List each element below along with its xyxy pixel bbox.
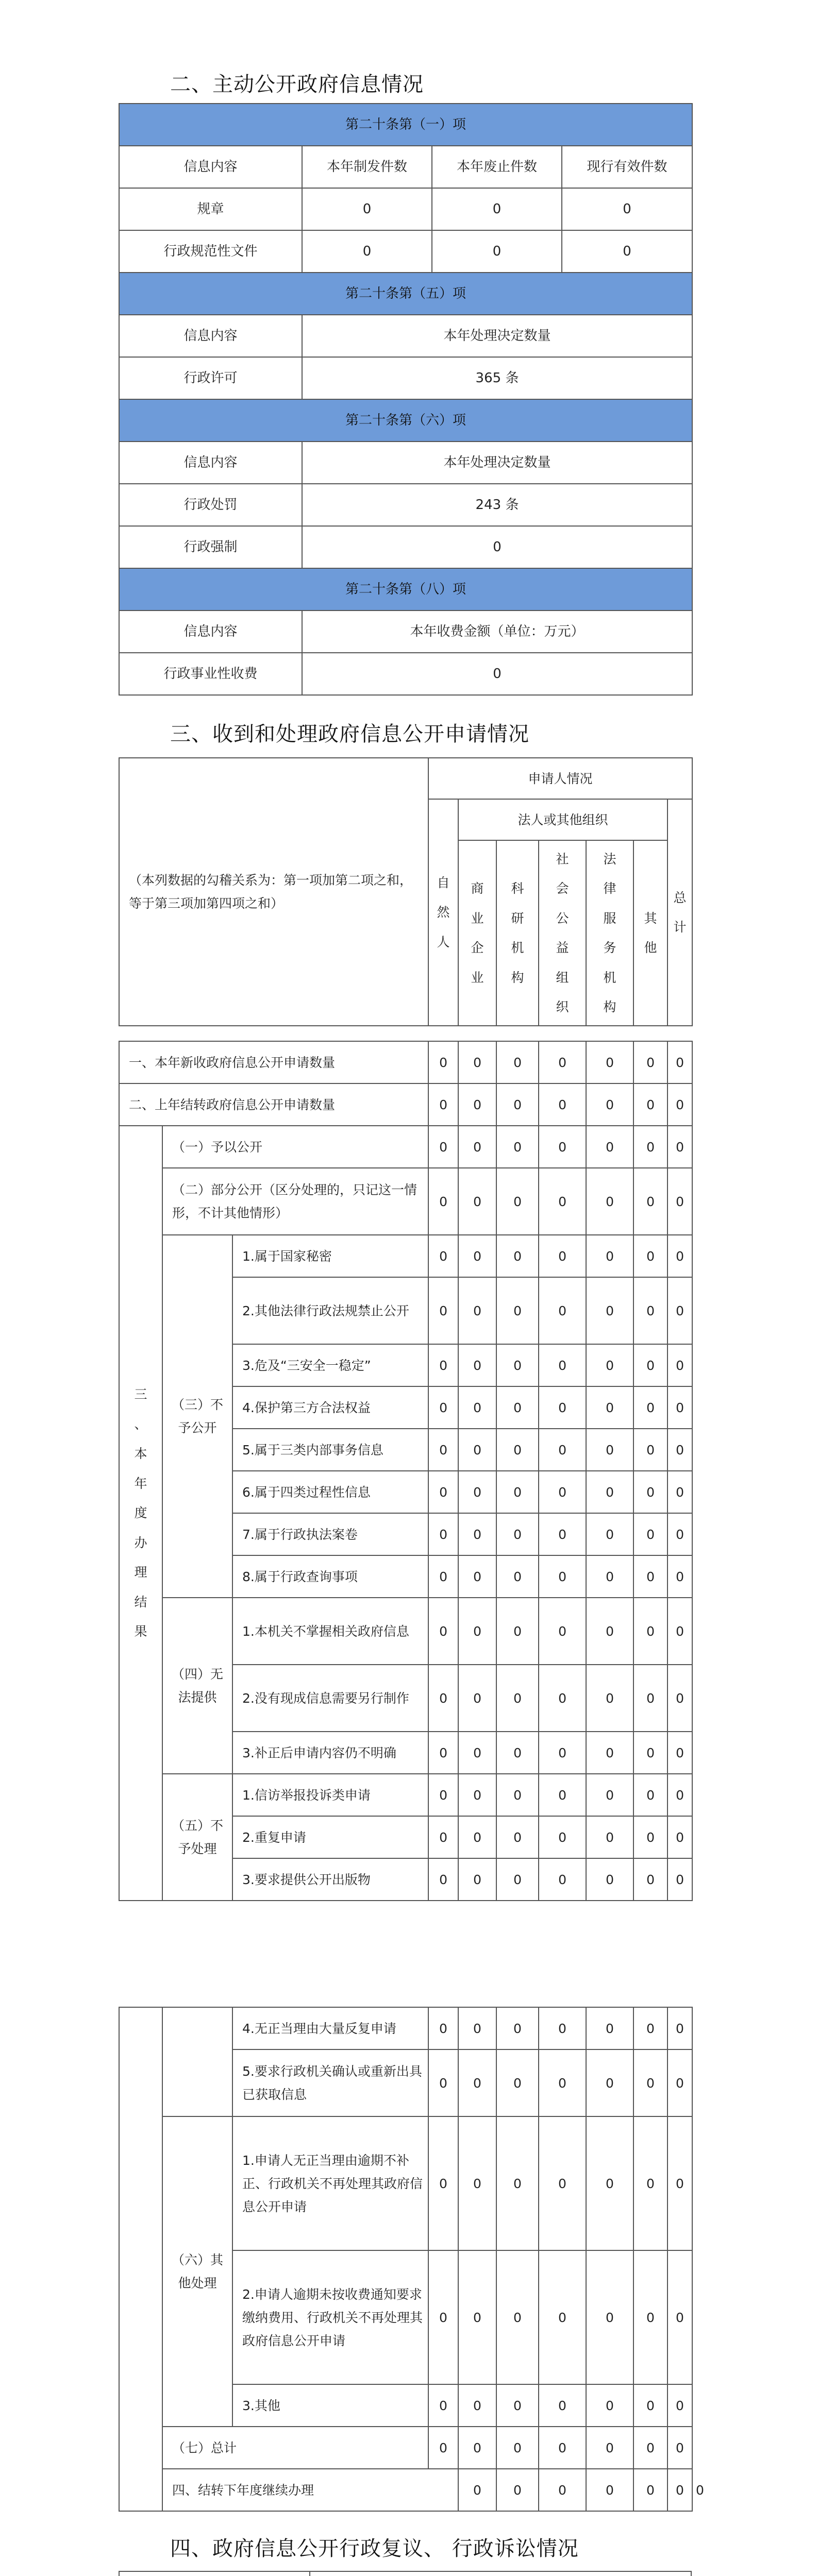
table-row: [119, 2427, 692, 2469]
cell-value: 0: [667, 1126, 692, 1168]
cell-value: 243 条: [302, 484, 692, 526]
cell-value: 0: [633, 2007, 667, 2049]
cell-value: 0: [667, 1858, 692, 1901]
cell-value: 0: [586, 1858, 633, 1901]
cell-value: 0: [539, 1041, 586, 1083]
cell-value: 0: [496, 1344, 539, 1386]
cell-value: 0: [539, 1732, 586, 1774]
table-row: [119, 1598, 692, 1665]
cell-value: 0: [633, 2384, 667, 2427]
cell-value: 0: [496, 1429, 539, 1471]
cell-value: 0: [667, 2469, 692, 2511]
review-litigation-table: [119, 2571, 692, 2576]
col-header: 本年制发件数: [302, 146, 432, 188]
cell-value: 0: [586, 1126, 633, 1168]
table-row: [119, 2571, 691, 2576]
cell-value: 0: [586, 1235, 633, 1277]
group-label-cont: [162, 2007, 232, 2116]
table-row: [119, 1041, 692, 1083]
cell-value: 0: [562, 230, 692, 273]
cell-value: 0: [586, 1041, 633, 1083]
cell-value: 0: [458, 1816, 496, 1858]
cell-value: 0: [539, 2384, 586, 2427]
cell-value: 0: [586, 2427, 633, 2469]
table-row: [119, 526, 692, 568]
cell-value: 0: [496, 2427, 539, 2469]
cell-value: 0: [496, 1471, 539, 1513]
col-header: 法 律 服 务 机 构: [586, 840, 633, 1026]
legal-header: 法人或其他组织: [458, 799, 667, 840]
cell-value: 0: [428, 2007, 458, 2049]
cell-value: 0: [428, 1471, 458, 1513]
cell-value: 0: [539, 1386, 586, 1429]
item-label: 1.属于国家秘密: [232, 1235, 428, 1277]
cell-value: 0: [586, 1598, 633, 1665]
cell-value: 0: [539, 1858, 586, 1901]
cell-value: 0: [428, 1816, 458, 1858]
cell-value: 0: [586, 1277, 633, 1344]
cell-value: 0: [586, 2384, 633, 2427]
table-title: 第二十条第（一）项: [119, 104, 692, 146]
cell-value: 0: [458, 1471, 496, 1513]
row-label: 一、本年新收政府信息公开申请数量: [119, 1041, 428, 1083]
cell-value: 0: [496, 2250, 539, 2384]
cell-value: 0: [496, 1555, 539, 1598]
cell-value: 0: [586, 2049, 633, 2116]
cell-value: 0: [458, 1555, 496, 1598]
item-label: 3.补正后申请内容仍不明确: [232, 1732, 428, 1774]
table-title: 第二十条第（八）项: [119, 568, 692, 611]
row-label: 四、结转下年度继续办理: [162, 2469, 458, 2511]
cell-value: 0: [667, 1816, 692, 1858]
cell-value: 0: [633, 1235, 667, 1277]
cell-value: 0: [633, 1598, 667, 1665]
group-label: （七）总计: [162, 2427, 428, 2469]
cell-value: 0: [458, 1429, 496, 1471]
cell-value: 0: [458, 1041, 496, 1083]
col-header: 总 计: [667, 799, 692, 1026]
cell-value: 0: [458, 1598, 496, 1665]
cell-value: 0: [428, 1555, 458, 1598]
cell-value: 0: [496, 1732, 539, 1774]
item-label: 1.信访举报投诉类申请: [232, 1774, 428, 1816]
row-label: 行政处罚: [119, 484, 302, 526]
cell-value: 0: [428, 1235, 458, 1277]
cell-value: 0: [667, 2116, 692, 2250]
cell-value: 0: [496, 1083, 539, 1126]
result-label-cont: [119, 2007, 162, 2511]
cell-value: 0: [633, 1041, 667, 1083]
table-row: [119, 1235, 692, 1277]
cell-value: 0: [539, 2049, 586, 2116]
item-label: 2.申请人逾期未按收费通知要求缴纳费用、行政机关不再处理其政府信息公开申请: [232, 2250, 428, 2384]
group-label: （六）其他处理: [162, 2116, 232, 2427]
cell-value: 0: [633, 1732, 667, 1774]
cell-value: 0: [496, 1665, 539, 1732]
group-label: （二）部分公开（区分处理的，只记这一情形，不计其他情形）: [162, 1168, 428, 1235]
cell-value: 0: [539, 1513, 586, 1555]
cell-value: 0: [539, 1555, 586, 1598]
row-label: 行政事业性收费: [119, 653, 302, 695]
cell-value: 0: [458, 1126, 496, 1168]
table-row: [119, 484, 692, 526]
col-header: 信息内容: [119, 146, 302, 188]
cell-value: 0: [539, 2427, 586, 2469]
cell-value: 0: [458, 1732, 496, 1774]
cell-value: 0: [428, 1277, 458, 1344]
cell-value: 0: [539, 2469, 586, 2511]
cell-value: 0: [496, 1513, 539, 1555]
cell-value: 0: [428, 1665, 458, 1732]
cell-value: 0: [428, 2427, 458, 2469]
item-label: 5.属于三类内部事务信息: [232, 1429, 428, 1471]
item-label: 3.危及“三安全一稳定”: [232, 1344, 428, 1386]
cell-value: 0: [458, 1277, 496, 1344]
cell-value: 0: [586, 2007, 633, 2049]
cell-value: 0: [539, 2116, 586, 2250]
cell-value: 0: [458, 2049, 496, 2116]
cell-value: 0: [302, 653, 692, 695]
result-label: 三 、 本 年 度 办 理 结 果: [119, 1126, 162, 1901]
cell-value: 0: [586, 2250, 633, 2384]
cell-value: 0: [432, 230, 562, 273]
cell-value: 0: [496, 2116, 539, 2250]
group-label: （四）无法提供: [162, 1598, 232, 1774]
cell-value: 0: [302, 526, 692, 568]
cell-value: 0: [667, 1429, 692, 1471]
cell-value: 0: [496, 1168, 539, 1235]
cell-value: 0: [633, 2250, 667, 2384]
cell-value: 0: [667, 1732, 692, 1774]
cell-value: 0: [633, 2116, 667, 2250]
cell-value: 0: [428, 2049, 458, 2116]
cell-value: 0: [667, 1774, 692, 1816]
group-label: （三）不予公开: [162, 1235, 232, 1598]
item-label: 6.属于四类过程性信息: [232, 1471, 428, 1513]
table-row: [119, 2116, 692, 2250]
row-label: 行政许可: [119, 357, 302, 399]
spacer: [119, 1026, 692, 1041]
table-row: [119, 1026, 692, 1041]
cell-value: 0: [539, 1168, 586, 1235]
item-label: 4.保护第三方合法权益: [232, 1386, 428, 1429]
cell-value: 0: [667, 2427, 692, 2469]
table-row: [119, 357, 692, 399]
cell-value: 0: [496, 1235, 539, 1277]
item-label: 4.无正当理由大量反复申请: [232, 2007, 428, 2049]
cell-value: 0: [633, 1471, 667, 1513]
cell-value: 0: [667, 2049, 692, 2116]
cell-value: 0: [458, 1386, 496, 1429]
row-label: 行政规范性文件: [119, 230, 302, 273]
cell-value: 0: [633, 1858, 667, 1901]
cell-value: 0: [539, 2250, 586, 2384]
cell-value: 0: [586, 1168, 633, 1235]
cell-value: 0: [633, 1277, 667, 1344]
item-label: 3.其他: [232, 2384, 428, 2427]
cell-value: 0: [667, 2384, 692, 2427]
cell-value: 0: [586, 1774, 633, 1816]
cell-value: 0: [428, 2116, 458, 2250]
col-header: 信息内容: [119, 611, 302, 653]
cell-value: 0: [496, 1774, 539, 1816]
cell-value: 0: [539, 1665, 586, 1732]
cell-value: 0: [586, 2469, 633, 2511]
cell-value: 0: [428, 1344, 458, 1386]
cell-value: 0: [428, 1774, 458, 1816]
cell-value: 0: [458, 2007, 496, 2049]
cell-value: 0: [539, 1774, 586, 1816]
cell-value: 0: [458, 1858, 496, 1901]
table-row: [119, 653, 692, 695]
cell-value: 0: [496, 1386, 539, 1429]
cell-value: 0: [539, 1598, 586, 1665]
cell-value: 0: [667, 1344, 692, 1386]
col-header: 本年处理决定数量: [302, 315, 692, 357]
cell-value: 0: [496, 1816, 539, 1858]
cell-value: 0: [428, 1598, 458, 1665]
item-label: 1.申请人无正当理由逾期不补正、行政机关不再处理其政府信息公开申请: [232, 2116, 428, 2250]
cell-value: 0: [539, 1344, 586, 1386]
cell-value: 0: [667, 1598, 692, 1665]
col-header: 自 然 人: [428, 799, 458, 1026]
group-label: （五）不予处理: [162, 1774, 232, 1901]
table-row: [119, 188, 692, 230]
item-label: 7.属于行政执法案卷: [232, 1513, 428, 1555]
cell-value: 0: [458, 2116, 496, 2250]
cell-value: 0: [633, 1513, 667, 1555]
cell-value: 0: [428, 1386, 458, 1429]
reconsider-header: [119, 2571, 310, 2576]
cell-value: 0: [428, 1513, 458, 1555]
cell-value: 0: [458, 1665, 496, 1732]
cell-value: 0: [633, 1386, 667, 1429]
item-label: 2.重复申请: [232, 1816, 428, 1858]
col-header: 信息内容: [119, 442, 302, 484]
cell-value: 0: [633, 1083, 667, 1126]
cell-value: 0: [458, 1083, 496, 1126]
table-row: [119, 1126, 692, 1168]
cell-value: 0: [302, 230, 432, 273]
cell-value: 0: [667, 1083, 692, 1126]
application-table: [119, 757, 693, 1901]
cell-value: 0: [458, 1513, 496, 1555]
cell-value: 0: [539, 1471, 586, 1513]
section4-heading: 四、政府信息公开行政复议、 行政诉讼情况: [170, 2537, 579, 2561]
cell-value: 0: [496, 2049, 539, 2116]
item-label: 5.要求行政机关确认或重新出具已获取信息: [232, 2049, 428, 2116]
cell-value: 0: [539, 1816, 586, 1858]
cell-value: 0: [496, 2007, 539, 2049]
col-header: 本年收费金额（单位：万元）: [302, 611, 692, 653]
cell-value: 0: [586, 1429, 633, 1471]
cell-value: 0: [496, 1858, 539, 1901]
item-label: 1.本机关不掌握相关政府信息: [232, 1598, 428, 1665]
cell-value: 0: [667, 1555, 692, 1598]
row-label: 二、上年结转政府信息公开申请数量: [119, 1083, 428, 1126]
item-label: 3.要求提供公开出版物: [232, 1858, 428, 1901]
cell-value: 0: [496, 1598, 539, 1665]
proactive-disclosure-table: [119, 103, 693, 696]
cell-value: 0: [586, 1386, 633, 1429]
cell-value: 0: [458, 2384, 496, 2427]
cell-value: 0: [496, 2384, 539, 2427]
cell-value: 0: [633, 1555, 667, 1598]
cell-value: 0: [458, 1774, 496, 1816]
cell-value: 0: [633, 2049, 667, 2116]
cell-value: 0: [428, 2250, 458, 2384]
cell-value: 0: [496, 1126, 539, 1168]
row-label: 规章: [119, 188, 302, 230]
applicant-header: 申请人情况: [428, 758, 692, 799]
col-header: 科 研 机 构: [496, 840, 539, 1026]
row-label: 行政强制: [119, 526, 302, 568]
cell-value: 0: [458, 2427, 496, 2469]
cell-value: 0: [667, 1277, 692, 1344]
cell-value: 0: [586, 2116, 633, 2250]
item-label: 2.没有现成信息需要另行制作: [232, 1665, 428, 1732]
cell-value: 0: [458, 1344, 496, 1386]
table-row: [119, 2007, 692, 2049]
cell-value: 0: [633, 2427, 667, 2469]
item-label: 8.属于行政查询事项: [232, 1555, 428, 1598]
cell-value: 0: [667, 2007, 692, 2049]
cell-value: 0: [432, 188, 562, 230]
cell-value: 0: [539, 1083, 586, 1126]
cell-value: 0: [458, 1235, 496, 1277]
cell-value: 0: [496, 1041, 539, 1083]
cell-value: 0: [633, 1344, 667, 1386]
cell-value: 0: [539, 1126, 586, 1168]
cell-value: 0: [667, 1041, 692, 1083]
cell-value: 0: [633, 1816, 667, 1858]
cell-value: 0: [633, 1774, 667, 1816]
cell-value: 0: [428, 1083, 458, 1126]
cell-value: 0: [586, 1732, 633, 1774]
cell-value: 365 条: [302, 357, 692, 399]
cell-value: 0: [667, 1471, 692, 1513]
cell-value: 0: [633, 1126, 667, 1168]
cell-value: 0: [562, 188, 692, 230]
application-table-continued: [119, 2007, 704, 2512]
col-header: 其 他: [633, 840, 667, 1026]
cell-value: 0: [667, 1235, 692, 1277]
col-header: 现行有效件数: [562, 146, 692, 188]
table-title: 第二十条第（五）项: [119, 273, 692, 315]
cell-value: 0: [586, 1471, 633, 1513]
col-header: 本年废止件数: [432, 146, 562, 188]
cell-value: 0: [458, 2469, 496, 2511]
cell-value: 0: [586, 1665, 633, 1732]
cell-value: 0: [539, 1429, 586, 1471]
col-header: 本年处理决定数量: [302, 442, 692, 484]
cell-value: 0: [458, 1168, 496, 1235]
cell-value: 0: [539, 1277, 586, 1344]
cell-value: 0: [428, 1041, 458, 1083]
cell-value: 0: [633, 2469, 667, 2511]
cell-value: 0: [586, 1513, 633, 1555]
table-row: 四、结转下年度继续办理 0 0 0 0 0 0 0: [119, 2469, 692, 2511]
group-label: （一）予以公开: [162, 1126, 428, 1168]
cell-value: 0: [458, 2250, 496, 2384]
cell-value: 0: [633, 1168, 667, 1235]
cell-value: 0: [539, 2007, 586, 2049]
cell-value: 0: [586, 1555, 633, 1598]
cell-value: 0: [586, 1083, 633, 1126]
cell-value: 0: [496, 2469, 539, 2511]
cell-value: 0: [496, 1277, 539, 1344]
cell-value: 0: [428, 1168, 458, 1235]
section3-heading: 三、收到和处理政府信息公开申请情况: [170, 722, 529, 746]
section2-heading: 二、主动公开政府信息情况: [170, 73, 424, 96]
cell-value: 0: [428, 2384, 458, 2427]
table-row: [119, 1774, 692, 1816]
litigation-header: [310, 2571, 691, 2576]
cell-value: 0: [633, 1665, 667, 1732]
cell-value: 0: [667, 1386, 692, 1429]
cell-value: 0: [428, 1126, 458, 1168]
cell-value: 0: [428, 1732, 458, 1774]
table-row: [119, 1083, 692, 1126]
cell-value: 0: [667, 1665, 692, 1732]
cell-value: 0: [428, 1429, 458, 1471]
item-label: 2.其他法律行政法规禁止公开: [232, 1277, 428, 1344]
table-row: [119, 1168, 692, 1235]
cell-value: 0: [428, 1858, 458, 1901]
table-row: [119, 758, 692, 799]
cell-value: 0: [302, 188, 432, 230]
header-note: （本列数据的勾稽关系为：第一项加第二项之和，等于第三项加第四项之和）: [119, 758, 428, 1026]
table-row: [119, 230, 692, 273]
col-header: 信息内容: [119, 315, 302, 357]
col-header: 商 业 企 业: [458, 840, 496, 1026]
col-header: 社 会 公 益 组 织: [539, 840, 586, 1026]
cell-value: 0: [667, 2250, 692, 2384]
cell-value: 0: [667, 1513, 692, 1555]
cell-value: 0: [667, 1168, 692, 1235]
table-title: 第二十条第（六）项: [119, 399, 692, 442]
cell-value: 0: [586, 1816, 633, 1858]
cell-value: 0: [633, 1429, 667, 1471]
cell-value: 0: [539, 1235, 586, 1277]
cell-value: 0: [586, 1344, 633, 1386]
